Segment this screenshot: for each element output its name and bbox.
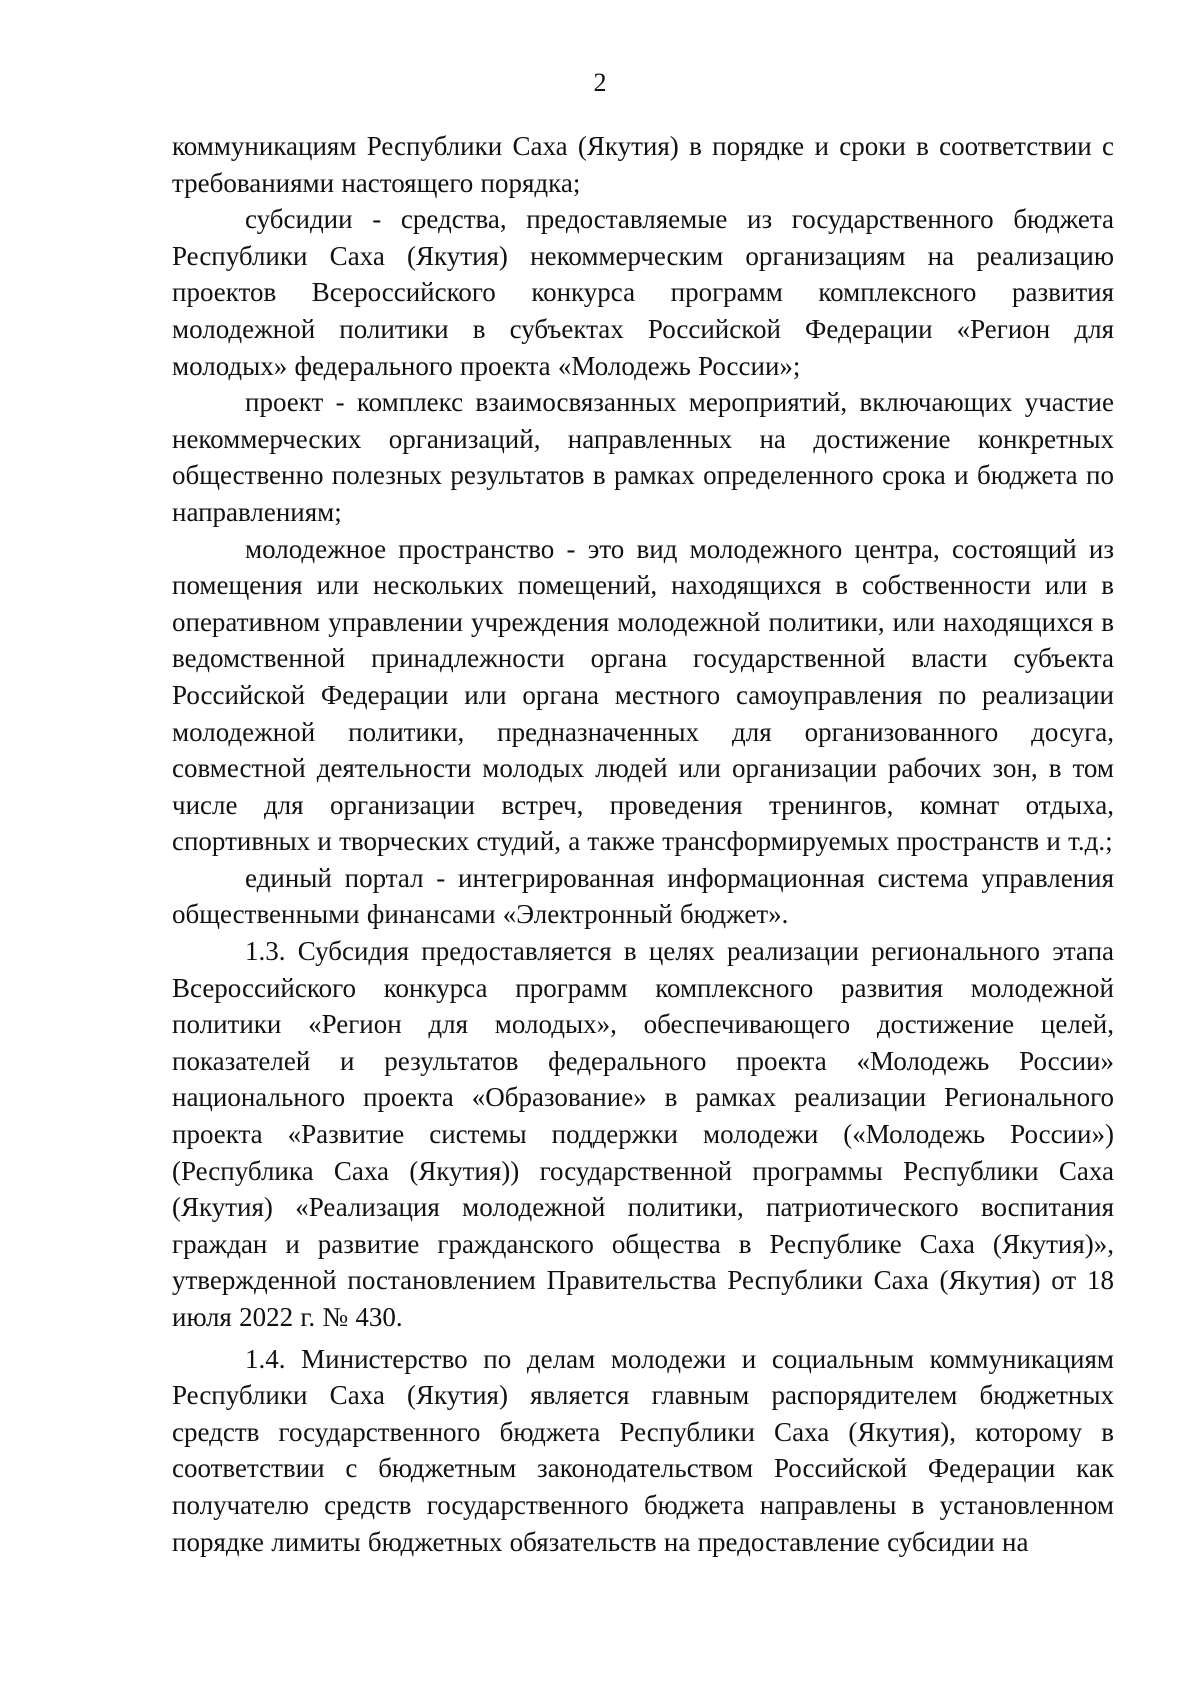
paragraph-definition-unified-portal: единый портал - интегрированная информационная система управления общественными финансами «Электронный бюджет». (172, 862, 1114, 930)
paragraph-definition-project: проект - комплекс взаимосвязанных мероприятий, включающих участие некоммерческих организаций, направленных на достижение конкретных общественно полезных результатов в рамках определенного срока и бюджета по направлениям; (172, 387, 1114, 527)
paragraph-definition-youth-space: молодежное пространство - это вид молодежного центра, состоящий из помещения или нескольких помещений, находящихся в собственности или в оперативном управлении учреждения молодежной политики, или находящихся в ведомственной принадлежности органа государственной власти субъекта Российской Федерации или органа местного самоуправления по реализации молодежной политики, предназначенных для организованного досуга, совместной деятельности молодых людей или организации рабочих зон, в том числе для организации встреч, проведения тренингов, комнат отдыха, спортивных и творческих студий, а также трансформируемых пространств и т.д.; (172, 533, 1114, 857)
paragraph-clause-1-3: 1.3. Субсидия предоставляется в целях реализации регионального этапа Всероссийского конкурса программ комплексного развития молодежной политики «Регион для молодых», обеспечивающего достижение целей, показателей и результатов федерального проекта «Молодежь России» национального проекта «Образование» в рамках реализации Регионального проекта «Развитие системы поддержки молодежи («Молодежь России») (Республика Саха (Якутия)) государственной программы Республики Саха (Якутия) «Реализация молодежной политики, патриотического воспитания граждан и развитие гражданского общества в Республике Саха (Якутия)», утвержденной постановлением Правительства Республики Саха (Якутия) от 18 июля 2022 г. № 430. (172, 936, 1114, 1332)
document-body (172, 128, 1114, 1560)
paragraph-clause-1-4: 1.4. Министерство по делам молодежи и социальным коммуникациям Республики Саха (Якутия) является главным распорядителем бюджетных средств государственного бюджета Республики Саха (Якутия), которому в соответствии с бюджетным законодательством Российской Федерации как получателю средств государственного бюджета направлены в установленном порядке лимиты бюджетных обязательств на предоставление субсидии на (172, 1343, 1114, 1557)
paragraph-definition-subsidies: субсидии - средства, предоставляемые из государственного бюджета Республики Саха (Якутия) некоммерческим организациям на реализацию проектов Всероссийского конкурса программ комплексного развития молодежной политики в субъектах Российской Федерации «Регион для молодых» федерального проекта «Молодежь России»; (172, 204, 1114, 381)
page-number: 2 (593, 68, 607, 97)
paragraph-continuation: коммуникациям Республики Саха (Якутия) в порядке и сроки в соответствии с требованиями настоящего порядка; (172, 131, 1114, 198)
